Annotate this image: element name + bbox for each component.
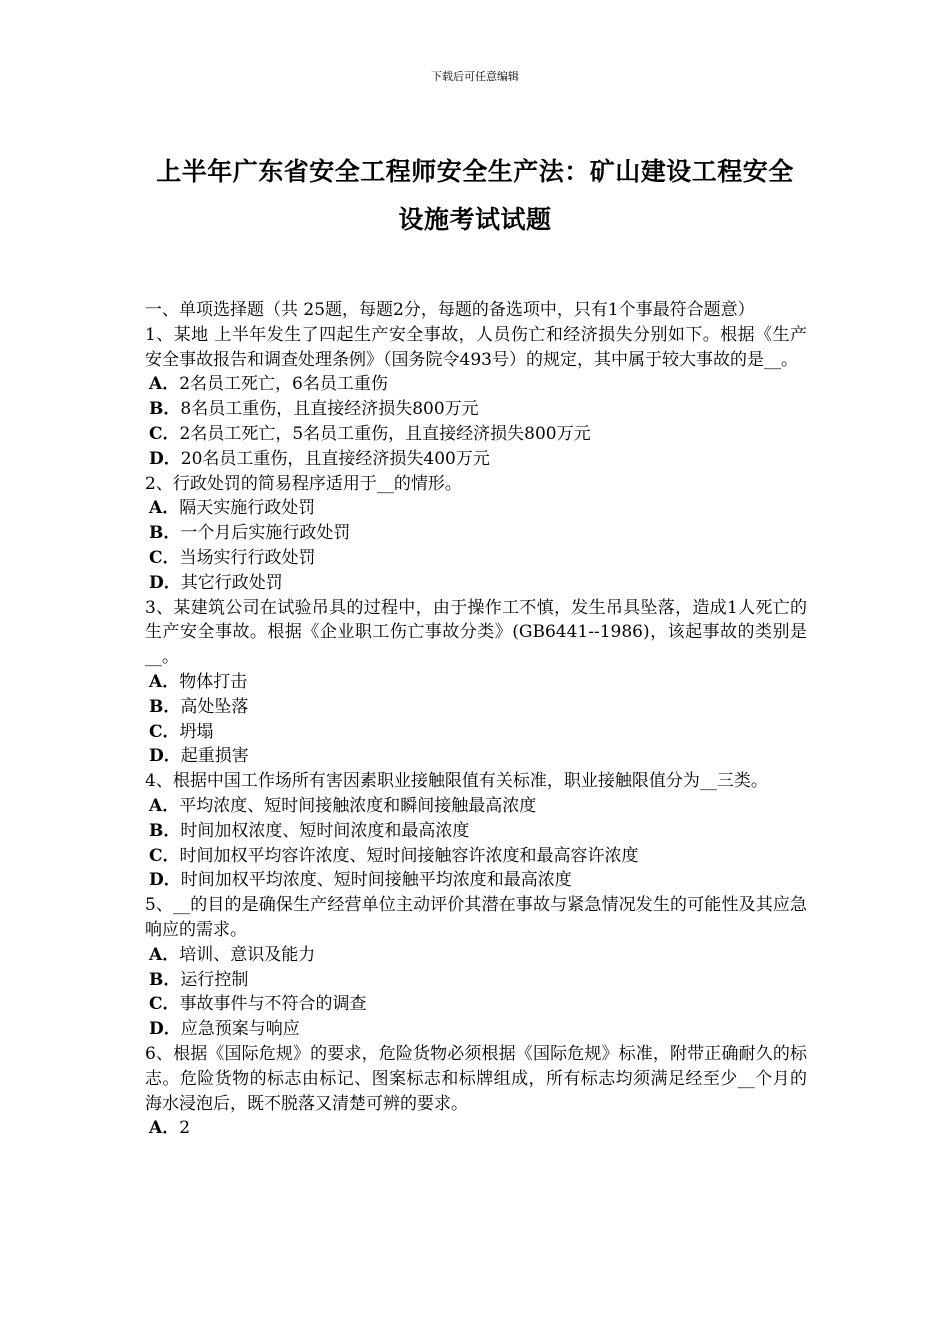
option-1c <box>145 422 807 447</box>
option-letter: A． <box>149 671 180 692</box>
option-4a <box>145 794 807 819</box>
option-letter: C． <box>149 845 180 866</box>
option-2d <box>145 571 807 596</box>
option-letter: D． <box>149 1019 181 1040</box>
option-text: 8名员工重伤，且直接经济损失800万元 <box>180 399 479 420</box>
option-text: 时间加权平均容许浓度、短时间接触容许浓度和最高容许浓度 <box>179 845 639 866</box>
option-letter: C． <box>149 994 180 1015</box>
option-text: 培训、意识及能力 <box>179 944 316 965</box>
question-stem-5: 5、__的目的是确保生产经营单位主动评价其潜在事故与紧急情况发生的可能性及其应急响应的需求。 <box>145 895 807 940</box>
option-text: 事故事件与不符合的调查 <box>179 994 367 1015</box>
question-stem-6: 6、根据《国际危规》的要求，危险货物必须根据《国际危规》标准，附带正确耐久的标志。危险货物的标志由标记、图案标志和标牌组成，所有标志均须满足经至少__个月的海水浸泡后，既不脱落又清楚可辨的要求。 <box>145 1043 807 1114</box>
option-text: 2 <box>179 1118 191 1139</box>
option-1d <box>145 447 807 472</box>
option-letter: D． <box>149 572 181 593</box>
option-text: 当场实行行政处罚 <box>179 547 316 568</box>
section-heading: 一、单项选择题（共 25题，每题2分，每题的备选项中，只有1个事最符合题意） <box>145 300 755 320</box>
option-2c <box>145 546 807 571</box>
option-text: 20名员工重伤，且直接经济损失400万元 <box>180 448 490 469</box>
option-letter: B． <box>149 399 181 420</box>
option-5c <box>145 992 807 1017</box>
option-6a <box>145 1116 807 1141</box>
option-text: 时间加权浓度、短时间浓度和最高浓度 <box>180 820 470 841</box>
option-letter: A． <box>149 1118 180 1139</box>
option-4c <box>145 844 807 869</box>
question-stem-1: 1、某地 上半年发生了四起生产安全事故，人员伤亡和经济损失分别如下。根据《生产安全事故报告和调查处理条例》（国务院令493号）的规定，其中属于较大事故的是__。 <box>145 324 807 370</box>
option-letter: D． <box>149 448 181 469</box>
option-4d <box>145 868 807 893</box>
option-3a <box>145 670 807 695</box>
option-text: 2名员工死亡，5名员工重伤，且直接经济损失800万元 <box>179 423 591 444</box>
option-3d <box>145 744 807 769</box>
question-stem-4: 4、根据中国工作场所有害因素职业接触限值有关标准，职业接触限值分为__三类。 <box>145 771 768 792</box>
option-1a <box>145 372 807 397</box>
option-text: 起重损害 <box>180 746 249 767</box>
document-title: 上半年广东省安全工程师安全生产法：矿山建设工程安全设施考试试题 <box>156 157 794 234</box>
option-text: 物体打击 <box>179 671 248 692</box>
option-text: 高处坠落 <box>180 696 249 717</box>
option-letter: A． <box>149 374 180 395</box>
option-letter: B． <box>149 696 181 717</box>
option-2a <box>145 496 807 521</box>
option-letter: C． <box>149 547 180 568</box>
option-letter: D． <box>149 746 181 767</box>
option-5a <box>145 943 807 968</box>
option-letter: A． <box>149 795 180 816</box>
option-letter: D． <box>149 870 181 891</box>
option-text: 时间加权平均浓度、短时间接触平均浓度和最高浓度 <box>180 870 572 891</box>
option-text: 其它行政处罚 <box>180 572 283 593</box>
option-letter: B． <box>149 969 181 990</box>
option-letter: C． <box>149 423 180 444</box>
option-1b <box>145 397 807 422</box>
option-letter: A． <box>149 944 180 965</box>
option-3b <box>145 695 807 720</box>
option-text: 坍塌 <box>179 721 214 742</box>
header-note: 下载后可任意编辑 <box>431 70 519 83</box>
question-stem-3: 3、某建筑公司在试验吊具的过程中，由于操作工不慎，发生吊具坠落，造成1人死亡的生产安全事故。根据《企业职工伤亡事故分类》(GB6441--1986)，该起事故的类别是__。 <box>145 597 807 668</box>
option-text: 平均浓度、短时间接触浓度和瞬间接触最高浓度 <box>179 795 537 816</box>
option-5b <box>145 968 807 993</box>
option-text: 隔天实施行政处罚 <box>179 498 316 519</box>
option-letter: B． <box>149 523 181 544</box>
option-4b <box>145 819 807 844</box>
option-text: 一个月后实施行政处罚 <box>180 523 351 544</box>
question-list <box>145 298 807 1141</box>
option-5d <box>145 1017 807 1042</box>
option-text: 2名员工死亡，6名员工重伤 <box>179 374 388 395</box>
question-stem-2: 2、行政处罚的简易程序适用于__的情形。 <box>145 473 462 494</box>
option-3c <box>145 720 807 745</box>
option-letter: B． <box>149 820 181 841</box>
option-letter: A． <box>149 498 180 519</box>
option-text: 运行控制 <box>180 969 249 990</box>
option-letter: C． <box>149 721 180 742</box>
option-text: 应急预案与响应 <box>180 1019 300 1040</box>
option-2b <box>145 521 807 546</box>
